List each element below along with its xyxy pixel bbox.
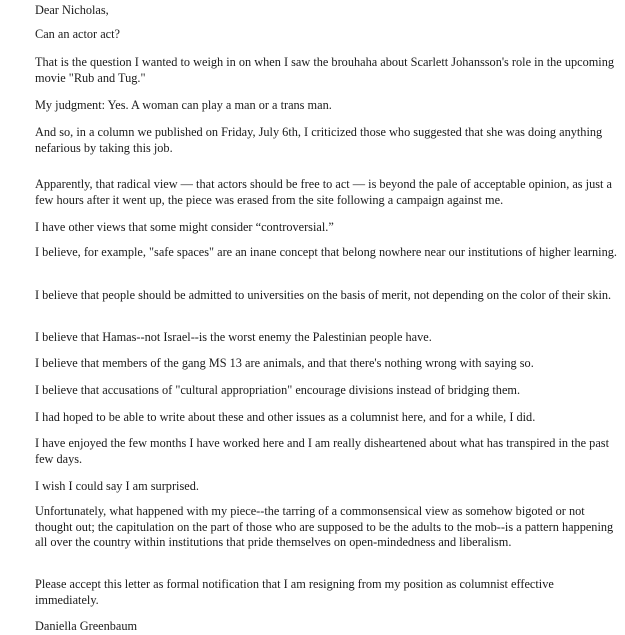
paragraph-ms13: I believe that members of the gang MS 13 are animals, and that there's nothing wrong with saying so. xyxy=(35,356,534,370)
paragraph-hoped: I had hoped to be able to write about these and other issues as a columnist here, and for a while, I did. xyxy=(35,410,536,424)
paragraph-safe-spaces: I believe, for example, "safe spaces" are an inane concept that belong nowhere near our institutions of higher learning. xyxy=(35,245,617,259)
salutation: Dear Nicholas, xyxy=(35,3,109,17)
paragraph-column: And so, in a column we published on Friday, July 6th, I criticized those who suggested that she was doing anything nefarious by taking this job. xyxy=(35,125,603,155)
paragraph-question: That is the question I wanted to weigh in on when I saw the brouhaha about Scarlett Johansson's role in the upcoming movie "Rub and Tug." xyxy=(35,55,615,85)
paragraph-other-views: I have other views that some might consider “controversial.” xyxy=(35,220,334,234)
paragraph-enjoyed: I have enjoyed the few months I have worked here and I am really disheartened about what has transpired in the past few days. xyxy=(35,436,609,466)
paragraph-surprised: I wish I could say I am surprised. xyxy=(35,479,199,493)
paragraph-can-actor: Can an actor act? xyxy=(35,27,121,41)
paragraph-radical-view: Apparently, that radical view — that actors should be free to act — is beyond the pale of acceptable opinion, as just a few hours after it went up, the piece was erased from the site following a campaign against me. xyxy=(35,177,612,207)
paragraph-resigning: Please accept this letter as formal notification that I am resigning from my position as columnist effective immediately. xyxy=(35,577,554,607)
paragraph-hamas: I believe that Hamas--not Israel--is the worst enemy the Palestinian people have. xyxy=(35,330,432,344)
signature: Daniella Greenbaum xyxy=(35,619,138,633)
paragraph-unfortunately: Unfortunately, what happened with my piece--the tarring of a commonsensical view as somehow bigoted or not thought out; the capitulation on the part of those who are supposed to be the adults to the mob--is a pattern happening all over the country within institutions that pride themselves on open-mindedness and liberalism. xyxy=(35,504,614,549)
paragraph-judgment: My judgment: Yes. A woman can play a man or a trans man. xyxy=(35,98,332,112)
paragraph-merit: I believe that people should be admitted to universities on the basis of merit, not depending on the color of their skin. xyxy=(35,288,612,302)
paragraph-appropriation: I believe that accusations of "cultural appropriation" encourage divisions instead of bridging them. xyxy=(35,383,521,397)
